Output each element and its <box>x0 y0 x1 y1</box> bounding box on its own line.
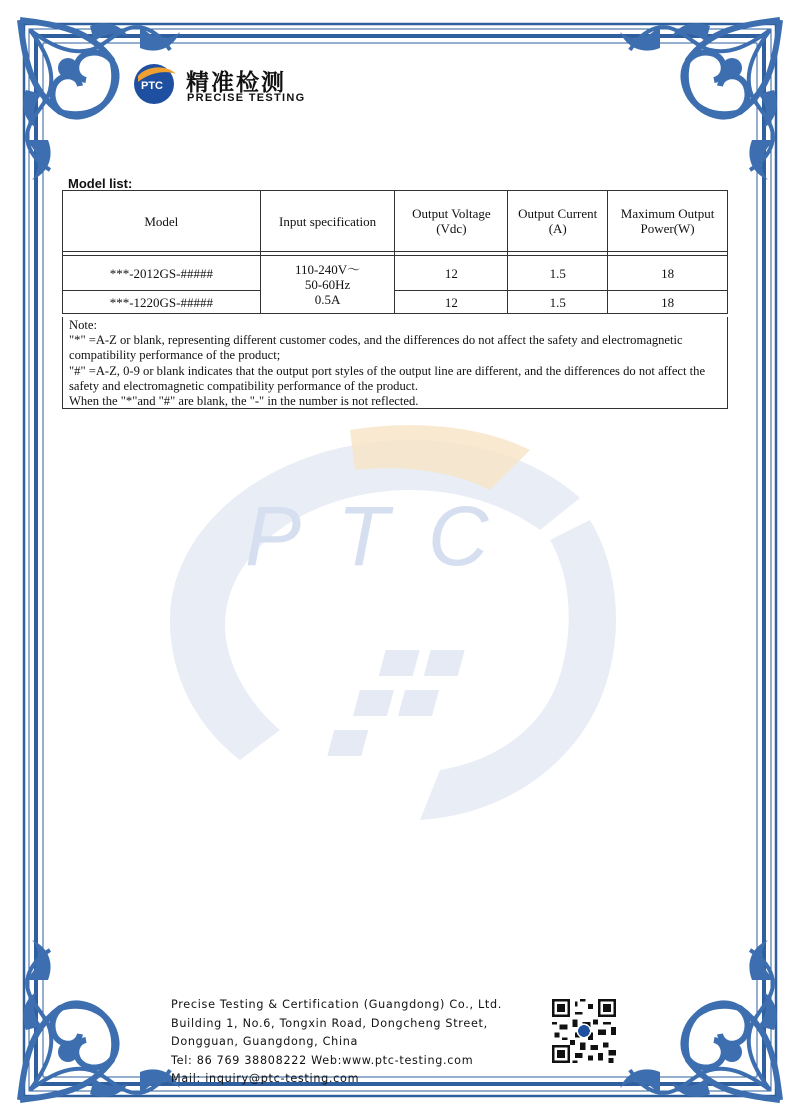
header-input-specification: Input specification <box>260 191 395 252</box>
table-row <box>63 256 728 291</box>
note-hash: "#" =A-Z, 0-9 or blank indicates that the output port styles of the output line are different, and the differences do not affect the safety and electromagnetic compatibility performance of the product. <box>69 363 706 393</box>
footer-contact <box>171 996 502 1089</box>
model-table <box>62 190 728 314</box>
current-cell: 1.5 <box>508 291 608 314</box>
logo-badge-text: PTC <box>141 80 163 92</box>
notes-box <box>62 317 728 409</box>
footer-tel-web: Tel: 86 769 38808222 Web:www.ptc-testing.com <box>171 1053 474 1067</box>
table-header-row <box>63 191 728 252</box>
header-output-voltage: Output Voltage (Vdc) <box>395 191 508 252</box>
ptc-watermark <box>150 410 650 830</box>
logo-english-name: PRECISE TESTING <box>187 92 306 104</box>
note-heading: Note: <box>69 318 97 332</box>
model-cell: ***-1220GS-##### <box>63 291 261 314</box>
section-title: Model list: <box>68 176 133 191</box>
footer-address-line2: Dongguan, Guangdong, China <box>171 1035 359 1049</box>
note-blank: When the "*"and "#" are blank, the "-" in the number is not reflected. <box>69 394 419 409</box>
input-frequency: 50-60Hz <box>304 277 351 292</box>
footer-mail: Mail: inquiry@ptc-testing.com <box>171 1072 360 1086</box>
voltage-cell: 12 <box>395 291 508 314</box>
logo-chinese-name: 精准检测 <box>186 70 286 96</box>
input-current: 0.5A <box>314 292 341 307</box>
input-spec-cell <box>260 256 395 314</box>
note-asterisk: "*" =A-Z or blank, representing different customer codes, and the differences do not affect the safety and electromagnetic compatibility performance of the product; <box>69 333 683 363</box>
table-row <box>63 291 728 314</box>
header-max-output-power: Maximum Output Power(W) <box>608 191 728 252</box>
power-cell: 18 <box>608 291 728 314</box>
model-cell: ***-2012GS-##### <box>63 256 261 291</box>
input-voltage-range: 110-240V～ <box>294 262 361 277</box>
voltage-cell: 12 <box>395 256 508 291</box>
footer-company: Precise Testing & Certification (Guangdong) Co., Ltd. <box>171 998 503 1011</box>
header-output-current: Output Current (A) <box>508 191 608 252</box>
power-cell: 18 <box>608 256 728 291</box>
qr-code-icon <box>552 999 616 1063</box>
watermark-text: P T C <box>245 489 497 583</box>
current-cell: 1.5 <box>508 256 608 291</box>
footer-address-line1: Building 1, No.6, Tongxin Road, Dongcheng Street, <box>171 1016 488 1030</box>
header-model: Model <box>63 191 261 252</box>
